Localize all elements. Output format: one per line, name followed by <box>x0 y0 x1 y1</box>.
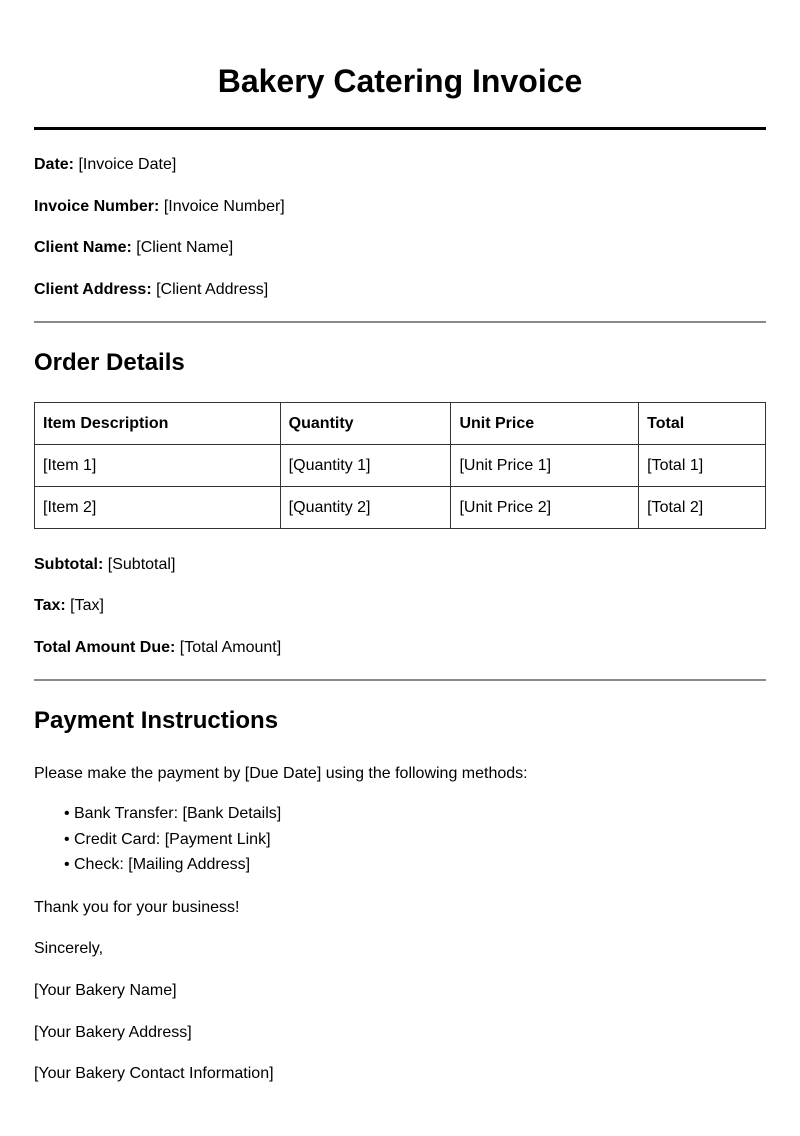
invoice-number-value: [Invoice Number] <box>163 198 285 215</box>
page-title: Bakery Catering Invoice <box>217 63 583 99</box>
client-name-line <box>34 238 233 258</box>
client-name-label: Client Name: <box>34 239 132 256</box>
column-header: Quantity <box>280 403 451 445</box>
total-amount-line <box>34 638 281 658</box>
column-header: Total <box>639 403 766 445</box>
date-value: [Invoice Date] <box>78 156 177 173</box>
quantity-cell: [Quantity 2] <box>280 487 451 529</box>
total-cell: [Total 2] <box>639 487 766 529</box>
tax-line <box>34 596 104 616</box>
thank-you-text: Thank you for your business! <box>34 899 240 916</box>
client-address-label: Client Address: <box>34 281 152 298</box>
section-divider <box>34 679 766 681</box>
section-divider <box>34 321 766 323</box>
invoice-number-label: Invoice Number: <box>34 198 160 215</box>
bakery-name: [Your Bakery Name] <box>34 982 177 999</box>
unit-price-cell: [Unit Price 2] <box>451 487 639 529</box>
table-header-row <box>35 403 766 445</box>
order-table <box>34 402 766 529</box>
title-divider <box>34 127 766 130</box>
order-details-heading: Order Details <box>34 349 185 376</box>
total-cell: [Total 1] <box>639 445 766 487</box>
subtotal-line <box>34 555 175 575</box>
invoice-number-line <box>34 197 285 217</box>
sincerely-text: Sincerely, <box>34 940 104 957</box>
payment-intro: Please make the payment by [Due Date] using the following methods: <box>34 765 528 782</box>
list-item: • Check: [Mailing Address] <box>64 855 281 881</box>
item-description-cell: [Item 1] <box>35 445 281 487</box>
payment-methods-list <box>64 804 281 881</box>
bakery-address: [Your Bakery Address] <box>34 1024 192 1041</box>
client-name-value: [Client Name] <box>136 239 234 256</box>
list-item: • Bank Transfer: [Bank Details] <box>64 804 281 830</box>
tax-value: [Tax] <box>70 597 104 614</box>
date-label: Date: <box>34 156 75 173</box>
subtotal-label: Subtotal: <box>34 556 104 573</box>
column-header: Unit Price <box>451 403 639 445</box>
total-amount-value: [Total Amount] <box>179 639 282 656</box>
quantity-cell: [Quantity 1] <box>280 445 451 487</box>
subtotal-value: [Subtotal] <box>107 556 176 573</box>
unit-price-cell: [Unit Price 1] <box>451 445 639 487</box>
payment-instructions-heading: Payment Instructions <box>34 707 279 734</box>
table-row <box>35 487 766 529</box>
bakery-contact: [Your Bakery Contact Information] <box>34 1065 274 1082</box>
column-header: Item Description <box>35 403 281 445</box>
client-address-value: [Client Address] <box>156 281 269 298</box>
list-item: • Credit Card: [Payment Link] <box>64 830 281 856</box>
tax-label: Tax: <box>34 597 66 614</box>
table-row <box>35 445 766 487</box>
date-line <box>34 155 176 175</box>
client-address-line <box>34 280 268 300</box>
item-description-cell: [Item 2] <box>35 487 281 529</box>
total-amount-label: Total Amount Due: <box>34 639 176 656</box>
